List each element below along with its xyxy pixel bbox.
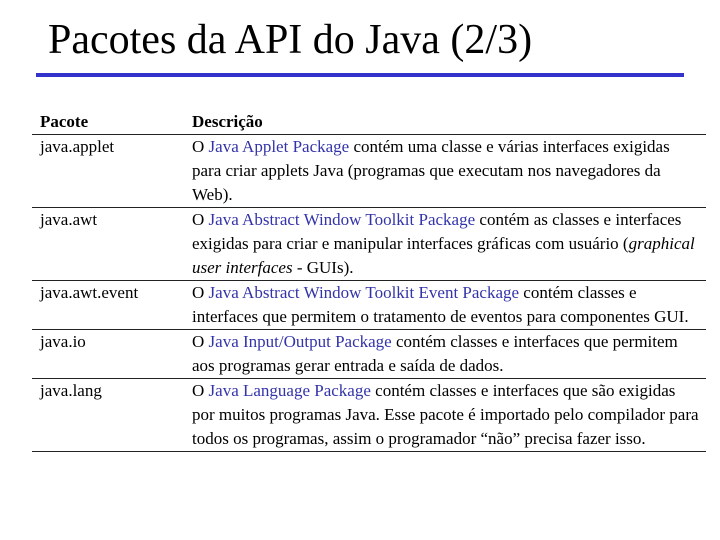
desc-text: contém classes e interfaces que permitem o tratamento de eventos para componentes GUI. [192,283,689,326]
table-row [32,208,706,281]
desc-italic-term: graphical user interfaces [192,234,695,277]
package-full-name: Java Abstract Window Toolkit Event Package [208,283,520,302]
table-row [32,135,706,208]
desc-text: contém as classes e interfaces exigidas para criar e manipular interfaces gráficas com usuário ( [192,210,682,253]
package-name: java.lang [32,379,184,452]
title-underline [36,73,684,77]
header-description: Descrição [184,110,706,135]
desc-prefix: O [192,283,209,302]
package-name: java.io [32,330,184,379]
package-description [184,135,706,208]
desc-text-end: - GUIs). [292,258,354,277]
table-row [32,281,706,330]
desc-text: contém uma classe e várias interfaces exigidas para criar applets Java (programas que executam nos navegadores da Web). [192,137,670,204]
table-row [32,330,706,379]
desc-text: contém classes e interfaces que permitem aos programas gerar entrada e saída de dados. [192,332,678,375]
package-description [184,208,706,281]
desc-prefix: O [192,332,209,351]
package-name: java.awt.event [32,281,184,330]
desc-text: contém classes e interfaces que são exigidas por muitos programas Java. Esse pacote é importado pelo compilador para todos os programas, assim o programador “não” precisa fazer isso. [192,381,699,448]
desc-prefix: O [192,381,209,400]
package-full-name: Java Language Package [208,381,371,400]
package-full-name: Java Applet Package [208,137,350,156]
package-description [184,281,706,330]
desc-prefix: O [192,137,209,156]
slide-title: Pacotes da API do Java (2/3) [48,17,533,63]
table-row [32,379,706,452]
desc-prefix: O [192,210,209,229]
package-full-name: Java Input/Output Package [208,332,392,351]
header-package: Pacote [32,110,184,135]
packages-table [32,110,706,452]
table-header-row [32,110,706,135]
package-name: java.awt [32,208,184,281]
package-full-name: Java Abstract Window Toolkit Package [208,210,476,229]
package-name: java.applet [32,135,184,208]
package-description [184,379,706,452]
package-description [184,330,706,379]
